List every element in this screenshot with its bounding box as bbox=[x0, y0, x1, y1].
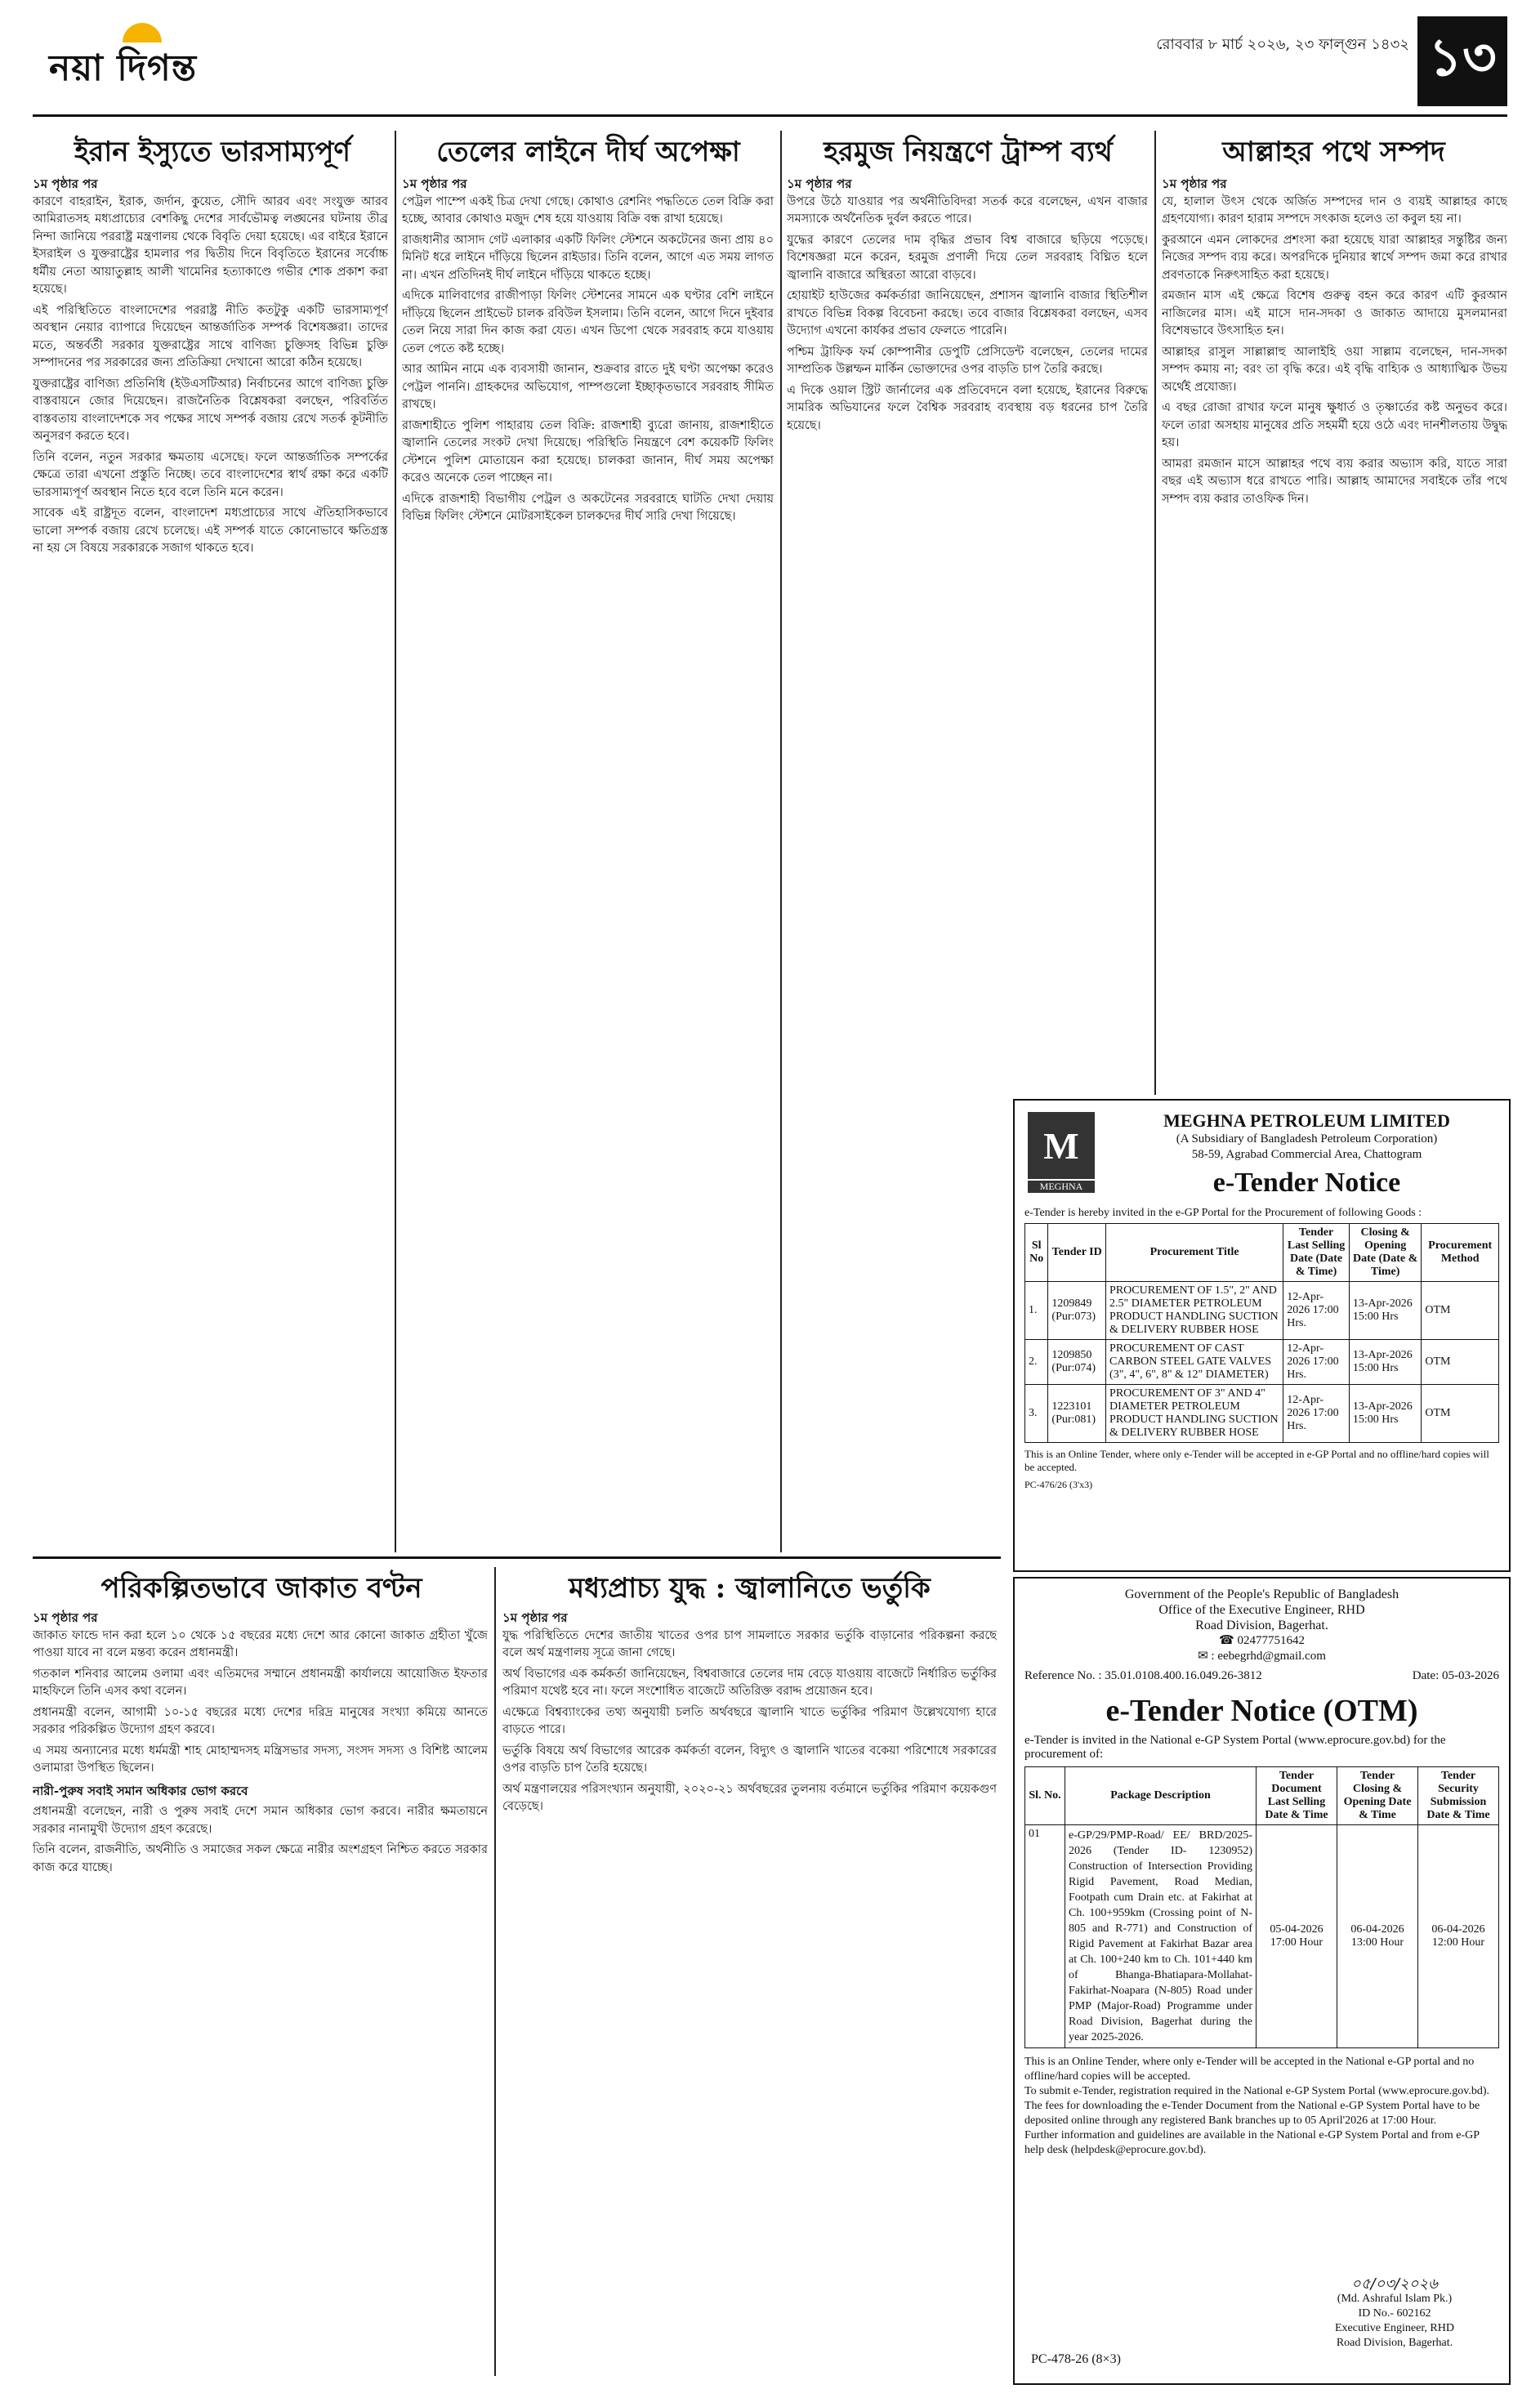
cell: 06-04-2026 13:00 Hour bbox=[1337, 1825, 1418, 2048]
org-name: MEGHNA PETROLEUM LIMITED bbox=[1163, 1110, 1450, 1131]
paragraph: এক্ষেত্রে বিশ্বব্যাংকের তথ্য অনুযায়ী চলতি অর্থবছরে জ্বালানি খাতে ভর্তুকির পরিমাণ উল্লেখযোগ্য হারে বাড়তে পারে। bbox=[502, 1705, 997, 1736]
article-zakat bbox=[33, 1610, 488, 2373]
table-header: Tender Security Submission Date & Time bbox=[1418, 1767, 1499, 1825]
paragraph: এদিকে রাজশাহী বিভাগীয় পেট্রল ও অকটেনের সরবরাহে ঘাটতি দেখা দেয়ায় বিভিন্ন ফিলিং স্টেশনে মোটরসাইকেল চালকদের দীর্ঘ সারি দেখা গিয়েছে। bbox=[402, 492, 774, 523]
paragraph: আর আমিন নামে এক ব্যবসায়ী জানান, শুক্রবার রাতে দুই ঘণ্টা অপেক্ষা করেও পেট্রল পাননি। গ্রাহকদের অভিযোগ, পাম্পগুলো ইচ্ছাকৃতভাবে সরবরাহ সীমিত রাখছে। bbox=[402, 363, 774, 411]
meghna-tender-ad bbox=[1013, 1099, 1511, 1572]
table-header: Package Description bbox=[1065, 1767, 1257, 1825]
cell: PROCUREMENT OF CAST CARBON STEEL GATE VALVES (3", 4", 6", 8" & 12" DIAMETER) bbox=[1106, 1340, 1283, 1385]
signature-block bbox=[1297, 2277, 1493, 2351]
paragraph: অর্থ বিভাগের এক কর্মকর্তা জানিয়েছেন, বিশ্ববাজারে তেলের দাম বেড়ে যাওয়ায় বাজেটে নির্ধারিত ভর্তুকির পরিমাণ যথেষ্ট হবে না। ফলে সংশোধিত বাজেটে অতিরিক্ত বরাদ্দ প্রয়োজন হবে। bbox=[502, 1667, 997, 1698]
column-divider bbox=[395, 131, 396, 1552]
logo-text: নয়া দিগন্ত bbox=[49, 47, 198, 89]
tender-note: This is an Online Tender, where only e-Tender will be accepted in e-GP Portal and no offline/hard copies will be accepted. bbox=[1024, 1448, 1489, 1473]
tender-intro: e-Tender is invited in the National e-GP System Portal (www.eprocure.gov.bd) for the procurement of: bbox=[1024, 1734, 1446, 1761]
signer-id: ID No.- 602162 bbox=[1358, 2307, 1431, 2320]
paragraph: এ সময় অন্যান্যের মধ্যে ধর্মমন্ত্রী শাহ মোহাম্মদসহ মন্ত্রিসভার সদস্য, সংসদ সদস্য ও বিশিষ্ট আলেম ওলামারা উপস্থিত ছিলেন। bbox=[33, 1744, 488, 1775]
ad-ref: PC-476/26 (3'x3) bbox=[1024, 1479, 1093, 1490]
rhd-tender-ad bbox=[1013, 1577, 1511, 2385]
office-name: Office of the Executive Engineer, RHD bbox=[1158, 1603, 1365, 1617]
note: To submit e-Tender, registration required in the National e-GP System Portal (www.eprocure.gov.bd). bbox=[1024, 2085, 1489, 2097]
tender-intro: e-Tender is hereby invited in the e-GP Portal for the Procurement of following Goods : bbox=[1024, 1207, 1422, 1219]
paragraph: যুদ্ধের কারণে তেলের দাম বৃদ্ধির প্রভাব বিশ্ব বাজারে ছড়িয়ে পড়েছে। বিশেষজ্ঞরা মনে করেন, হরমুজ প্রণালী দিয়ে তেল সরবরাহ বিঘ্নিত হলে জ্বালানি বাজারে অস্থিরতা আরো বাড়বে। bbox=[787, 233, 1148, 282]
headline-fuel-line: তেলের লাইনে দীর্ঘ অপেক্ষা bbox=[436, 136, 740, 168]
section-rule bbox=[33, 1556, 1001, 1559]
paragraph: এই পরিস্থিতিতে বাংলাদেশের পররাষ্ট্র নীতি কতটুকু একটি ভারসাম্যপূর্ণ অবস্থান নেয়ার ব্যাপারে দিয়েছেন আন্তর্জাতিক সম্পর্ক বিশেষজ্ঞরা। তাদের মতে, অন্তর্বর্তী সরকার যুক্তরাষ্ট্রের সাথে বাণিজ্য চুক্তিসহ বিভিন্ন চুক্তি সম্পাদনের পর সরকারের জন্য প্রতিক্রিয়া দেখানো আরো কঠিন হয়েছে। bbox=[33, 303, 388, 369]
cell: 01 bbox=[1025, 1825, 1065, 2048]
tender-table bbox=[1024, 1766, 1499, 2048]
signer-name: (Md. Ashraful Islam Pk.) bbox=[1337, 2293, 1453, 2305]
sun-icon bbox=[123, 23, 162, 42]
column-divider bbox=[1154, 131, 1156, 1095]
cell: OTM bbox=[1422, 1340, 1499, 1385]
phone: ☎ 02477751642 bbox=[1219, 1634, 1305, 1647]
tender-title: e-Tender Notice (OTM) bbox=[1105, 1694, 1418, 1728]
notice-date: Date: 05-03-2026 bbox=[1412, 1669, 1499, 1682]
reference-no: Reference No. : 35.01.0108.400.16.049.26-3812 bbox=[1024, 1669, 1262, 1682]
table-header: Procurement Title bbox=[1106, 1224, 1283, 1282]
tender-title: e-Tender Notice bbox=[1212, 1168, 1401, 1198]
cell: 06-04-2026 12:00 Hour bbox=[1418, 1825, 1499, 2048]
paragraph: উপরে উঠে যাওয়ার পর অর্থনীতিবিদরা সতর্ক করে বলেছেন, এখন বাজার সমস্যাকে অর্থনৈতিক দুর্বল করতে পারে। bbox=[787, 194, 1148, 226]
paragraph: পশ্চিম ট্রাফিক ফর্ম কোম্পানীর ডেপুটি প্রেসিডেন্ট বলেছেন, তেলের দামের সাম্প্রতিক উল্লম্ফন মার্কিন ভোক্তাদের ওপর বাড়তি চাপ তৈরি করছে। bbox=[787, 345, 1148, 376]
cell: 1223101 (Pur:081) bbox=[1048, 1385, 1106, 1443]
article-fuel-line bbox=[402, 176, 774, 1548]
continued-label: ১ম পৃষ্ঠার পর bbox=[402, 176, 467, 191]
email: ✉ : eebegrhd@gmail.com bbox=[1198, 1650, 1326, 1663]
continued-label: ১ম পৃষ্ঠার পর bbox=[502, 1610, 568, 1625]
division-name: Road Division, Bagerhat. bbox=[1195, 1619, 1328, 1632]
table-row bbox=[1025, 1825, 1499, 2048]
note: The fees for downloading the e-Tender Document from the National e-GP System Portal have to be deposited online through any registered Bank branches up to 05 April'2026 at 17:00 Hour. bbox=[1024, 2100, 1480, 2127]
signer-title: Executive Engineer, RHD bbox=[1334, 2322, 1454, 2334]
cell: e-GP/29/PMP-Road/ EE/ BRD/2025-2026 (Tender ID- 1230952) Construction of Intersection Providing Rigid Pavement, Road Median, Footpath cum Drain etc. at Fakirhat at Ch. 100+959km (Crossing point of N-805 and R-771) and Construction of Rigid Pavement at Fakirhat Bazar area at Ch. 100+240 km to Ch. 101+440 km of Bhanga-Bhatiapara-Mollahat-Fakirhat-Noapara (N-805) Road under PMP (Major-Road) Programme under Road Division, Bagerhat during the year 2025-2026. bbox=[1065, 1825, 1257, 2048]
cell: 12-Apr-2026 17:00 Hrs. bbox=[1283, 1340, 1350, 1385]
newspaper-logo bbox=[33, 16, 245, 90]
tender-notes bbox=[1015, 2048, 1509, 2164]
cell: 12-Apr-2026 17:00 Hrs. bbox=[1283, 1385, 1350, 1443]
paragraph: কারণে বাহরাইন, ইরাক, জর্দান, কুয়েত, সৌদি আরব এবং সংযুক্ত আরব আমিরাতসহ মধ্যপ্রাচ্যের বেশকিছু দেশের সার্বভৌমত্ব লঙ্ঘনের ঘটনায় তীব্র নিন্দা জানিয়ে পররাষ্ট্র মন্ত্রণালয় থেকে বিবৃতি দেয়া হয়েছে। এর বাইরে ইরানে ইসরাইল ও যুক্তরাষ্ট্রের হামলার পর দ্বিতীয় দিনে বিবৃতিতে ইরানের সর্বোচ্চ ধর্মীয় নেতা আয়াতুল্লাহ আলী খামেনির হত্যাকাণ্ডে গভীর শোক প্রকাশ করা হয়েছে। bbox=[33, 194, 388, 296]
paragraph: এ বছর রোজা রাখার ফলে মানুষ ক্ষুধার্ত ও তৃষ্ণার্তের কষ্ট অনুভব করে। ফলে তারা অসহায় মানুষের প্রতি সহমর্মী হয়ে ওঠে এবং দানশীলতায় উদ্বুদ্ধ হয়। bbox=[1162, 401, 1507, 449]
paragraph: কুরআনে এমন লোকদের প্রশংসা করা হয়েছে যারা আল্লাহর সন্তুষ্টির জন্য নিজের সম্পদ ব্যয় করে। অপরদিকে দুনিয়ার স্বার্থে সম্পদ জমা করে রাখার প্রবণতাকে নিরুৎসাহিত করা হয়েছে। bbox=[1162, 233, 1507, 282]
meghna-logo-icon: M bbox=[1028, 1112, 1095, 1179]
table-header: Tender Closing & Opening Date & Time bbox=[1337, 1767, 1418, 1825]
org-address: 58-59, Agrabad Commercial Area, Chattogram bbox=[1191, 1148, 1422, 1161]
paragraph: অর্থ মন্ত্রণালয়ের পরিসংখ্যান অনুযায়ী, ২০২০-২১ অর্থবছরের তুলনায় বর্তমানে ভর্তুকির পরিমাণ কয়েকগুণ বেড়েছে। bbox=[502, 1782, 997, 1813]
cell: 1209849 (Pur:073) bbox=[1048, 1282, 1106, 1340]
paragraph: রাজধানীর আসাদ গেট এলাকার একটি ফিলিং স্টেশনে অকটেনের জন্য প্রায় ৪০ মিনিট ধরে লাইনে দাঁড়িয়ে ছিলেন রাইডার। তিনি বলেন, আগে এত সময় লাগত না। এখন প্রতিদিনই দীর্ঘ লাইনে দাঁড়িয়ে থাকতে হচ্ছে। bbox=[402, 233, 774, 282]
note: Further information and guidelines are available in the National e-GP System Portal and from e-GP help desk (helpdesk@eprocure.gov.bd). bbox=[1024, 2129, 1480, 2156]
masthead-rule bbox=[33, 114, 1507, 117]
column-divider bbox=[780, 131, 782, 1552]
cell: 3. bbox=[1025, 1385, 1048, 1443]
headline-zakat: পরিকল্পিতভাবে জাকাত বণ্টন bbox=[100, 1572, 422, 1605]
cell: OTM bbox=[1422, 1385, 1499, 1443]
page-number: ১৩ bbox=[1417, 16, 1507, 106]
subhead: নারী-পুরুষ সবাই সমান অধিকার ভোগ করবে bbox=[33, 1783, 248, 1798]
paragraph: প্রধানমন্ত্রী বলেছেন, নারী ও পুরুষ সবাই দেশে সমান অধিকার ভোগ করবে। নারীর ক্ষমতায়নে সরকার নানামুখী উদ্যোগ গ্রহণ করেছে। bbox=[33, 1805, 488, 1836]
note: This is an Online Tender, where only e-Tender will be accepted in the National e-GP portal and no offline/hard copies will be accepted. bbox=[1024, 2056, 1475, 2083]
tender-table bbox=[1024, 1223, 1499, 1443]
paragraph: এ দিকে ওয়াল স্ট্রিট জার্নালের এক প্রতিবেদনে বলা হয়েছে, ইরানের বিরুদ্ধে সামরিক অভিযানের ফলে বৈশ্বিক সরবরাহ ব্যবস্থায় বড় ধরনের চাপ তৈরি হয়েছে। bbox=[787, 383, 1148, 432]
table-row bbox=[1025, 1282, 1499, 1340]
article-mideast bbox=[502, 1610, 997, 2373]
paragraph: আল্লাহর রাসুল সাল্লাল্লাহু আলাইহি ওয়া সাল্লাম বলেছেন, দান-সদকা সম্পদ কমায় না; বরং তা বৃদ্ধি করে। এই বৃদ্ধি বাহ্যিক ও আধ্যাত্মিক উভয় অর্থেই প্রযোজ্য। bbox=[1162, 345, 1507, 394]
table-row bbox=[1025, 1385, 1499, 1443]
table-header: Sl. No. bbox=[1025, 1767, 1065, 1825]
continued-label: ১ম পৃষ্ঠার পর bbox=[33, 1610, 98, 1625]
paragraph: পেট্রল পাম্পে একই চিত্র দেখা গেছে। কোথাও রেশনিং পদ্ধতিতে তেল বিক্রি করা হচ্ছে, আবার কোথাও মজুদ শেষ হয়ে যাওয়ায় বিক্রি বন্ধ রাখা হয়েছে। bbox=[402, 194, 774, 226]
cell: 13-Apr-2026 15:00 Hrs bbox=[1349, 1282, 1421, 1340]
headline-allah: আল্লাহর পথে সম্পদ bbox=[1222, 136, 1445, 168]
cell: 12-Apr-2026 17:00 Hrs. bbox=[1283, 1282, 1350, 1340]
paragraph: সাবেক এই রাষ্ট্রদূত বলেন, বাংলাদেশ মধ্যপ্রাচ্যের সাথে ঐতিহাসিকভাবে ভালো সম্পর্ক বজায় রেখে চলেছে। এই সম্পর্ক যাতে কোনোভাবে ক্ষতিগ্রস্ত না হয় সে বিষয়ে সরকারকে সজাগ থাকতে হবে। bbox=[33, 507, 388, 555]
cell: 1. bbox=[1025, 1282, 1048, 1340]
paragraph: ভর্তুকি বিষয়ে অর্থ বিভাগের আরেক কর্মকর্তা বলেন, বিদ্যুৎ ও জ্বালানি খাতের বকেয়া পরিশোধে সরকারের ওপর বাড়তি চাপ তৈরি হয়েছে। bbox=[502, 1744, 997, 1775]
headline-hormuz: হরমুজ নিয়ন্ত্রণে ট্রাম্প ব্যর্থ bbox=[824, 136, 1113, 168]
table-header: Tender Last Selling Date (Date & Time) bbox=[1283, 1224, 1350, 1282]
cell: 13-Apr-2026 15:00 Hrs bbox=[1349, 1340, 1421, 1385]
paragraph: গতকাল শনিবার আলেম ওলামা এবং এতিমদের সম্মানে প্রধানমন্ত্রী কার্যালয়ে আয়োজিত ইফতার মাহফিলে তিনি এসব কথা বলেন। bbox=[33, 1667, 488, 1698]
cell: OTM bbox=[1422, 1282, 1499, 1340]
cell: 1209850 (Pur:074) bbox=[1048, 1340, 1106, 1385]
headline-iran: ইরান ইস্যুতে ভারসাম্যপূর্ণ bbox=[74, 136, 350, 168]
paragraph: যে, হালাল উৎস থেকে অর্জিত সম্পদের দান ও ব্যয়ই আল্লাহর কাছে গ্রহণযোগ্য। কারণ হারাম সম্পদে সৎকাজ হলেও তা কবুল হয় না। bbox=[1162, 194, 1507, 226]
paragraph: তিনি বলেন, নতুন সরকার ক্ষমতায় এসেছে। ফলে আন্তর্জাতিক সম্পর্কের ক্ষেত্রে তারা এখনো প্রস্তুতি নিচ্ছে। তবে বাংলাদেশের স্বার্থ রক্ষা করে একটি ভারসাম্যপূর্ণ অবস্থান নিতে হবে বলে তিনি মনে করেন। bbox=[33, 450, 388, 499]
table-header: Closing & Opening Date (Date & Time) bbox=[1349, 1224, 1421, 1282]
paragraph: তিনি বলেন, রাজনীতি, অর্থনীতি ও সমাজের সকল ক্ষেত্রে নারীর অংশগ্রহণ নিশ্চিত করতে সরকার কাজ করে যাচ্ছে। bbox=[33, 1843, 488, 1874]
paragraph: যুক্তরাষ্ট্রের বাণিজ্য প্রতিনিধি (ইউএসটিআর) নির্বাচনের আগে বাণিজ্য চুক্তি বাস্তবায়নে জোর দিয়েছেন। রাজনৈতিক বিশ্লেষকরা বলছেন, পরিবর্তিত বাস্তবতায় বাংলাদেশকে সব পক্ষের সাথে সম্পর্ক বজায় রেখে সতর্ক কূটনীতি অনুসরণ করতে হবে। bbox=[33, 377, 388, 443]
headline-mideast: মধ্যপ্রাচ্য যুদ্ধ : জ্বালানিতে ভর্তুকি bbox=[569, 1572, 931, 1605]
cell: 13-Apr-2026 15:00 Hrs bbox=[1349, 1385, 1421, 1443]
continued-label: ১ম পৃষ্ঠার পর bbox=[787, 176, 852, 191]
continued-label: ১ম পৃষ্ঠার পর bbox=[1162, 176, 1227, 191]
org-subsidiary: (A Subsidiary of Bangladesh Petroleum Corporation) bbox=[1176, 1132, 1438, 1145]
paragraph: যুদ্ধ পরিস্থিতিতে দেশের জাতীয় খাতের ওপর চাপ সামলাতে সরকার ভর্তুকি বাড়ানোর পরিকল্পনা করছে বলে অর্থ মন্ত্রণালয় সূত্রে জানা গেছে। bbox=[502, 1628, 997, 1659]
article-allah bbox=[1162, 176, 1507, 1091]
table-header: Tender Document Last Selling Date & Time bbox=[1257, 1767, 1337, 1825]
table-header: Sl No bbox=[1025, 1224, 1048, 1282]
gov-name: Government of the People's Republic of Bangladesh bbox=[1124, 1588, 1399, 1601]
signature-date: ০৫/০৩/২০২৬ bbox=[1351, 2275, 1438, 2293]
cell: 2. bbox=[1025, 1340, 1048, 1385]
paragraph: জাকাত ফান্ডে দান করা হলে ১০ থেকে ১৫ বছরের মধ্যে দেশে আর কোনো জাকাত গ্রহীতা খুঁজে পাওয়া যাবে না বলে মন্তব্য করেন প্রধানমন্ত্রী। bbox=[33, 1628, 488, 1659]
column-divider bbox=[494, 1567, 496, 2376]
cell: PROCUREMENT OF 1.5", 2" AND 2.5" DIAMETER PETROLEUM PRODUCT HANDLING SUCTION & DELIVERY RUBBER HOSE bbox=[1106, 1282, 1283, 1340]
article-iran bbox=[33, 176, 388, 1548]
cell: PROCUREMENT OF 3" AND 4" DIAMETER PETROLEUM PRODUCT HANDLING SUCTION & DELIVERY RUBBER HOSE bbox=[1106, 1385, 1283, 1443]
paragraph: রমজান মাস এই ক্ষেত্রে বিশেষ গুরুত্ব বহন করে কারণ এটি কুরআন নাজিলের মাস। এই মাসে দান-সদকা ও জাকাত আদায়ে মুসলমানরা বিশেষভাবে উৎসাহিত হন। bbox=[1162, 289, 1507, 337]
continued-label: ১ম পৃষ্ঠার পর bbox=[33, 176, 98, 191]
paragraph: এদিকে মালিবাগের রাজীপাড়া ফিলিং স্টেশনের সামনে এক ঘণ্টার বেশি লাইনে দাঁড়িয়ে ছিলেন প্রাইভেট চালক রবিউল ইসলাম। তিনি বলেন, আগে দিনে দুইবার তেল নিয়ে সারা দিন কাজ করা যেত। এখন ডিপো থেকে সরবরাহ কমে যাওয়ায় তেল পেতে কষ্ট হচ্ছে। bbox=[402, 289, 774, 355]
cell: 05-04-2026 17:00 Hour bbox=[1257, 1825, 1337, 2048]
ad-ref: PC-478-26 (8×3) bbox=[1031, 2352, 1121, 2366]
masthead bbox=[33, 16, 1507, 106]
paragraph: আমরা রমজান মাসে আল্লাহর পথে ব্যয় করার অভ্যাস করি, যাতে সারা বছর এই অভ্যাস ধরে রাখতে পারি। আল্লাহ আমাদের সবাইকে তাঁর পথে সম্পদ ব্যয় করার তাওফিক দিন। bbox=[1162, 457, 1507, 506]
dateline: রোববার ৮ মার্চ ২০২৬, ২৩ ফাল্গুন ১৪৩২ bbox=[1156, 36, 1409, 53]
table-row bbox=[1025, 1340, 1499, 1385]
signer-division: Road Division, Bagerhat. bbox=[1336, 2337, 1453, 2349]
table-header: Procurement Method bbox=[1422, 1224, 1499, 1282]
paragraph: হোয়াইট হাউজের কর্মকর্তারা জানিয়েছেন, প্রশাসন জ্বালানি বাজার স্থিতিশীল রাখতে বিভিন্ন বিকল্প বিবেচনা করছে। তবে বাজার বিশ্লেষকরা বলছেন, এসব উদ্যোগ এখনো কার্যকর প্রভাব ফেলতে পারেনি। bbox=[787, 289, 1148, 337]
paragraph: রাজশাহীতে পুলিশ পাহারায় তেল বিক্রি: রাজশাহী ব্যুরো জানায়, রাজশাহীতে জ্বালানি তেলের সংকট দেখা দিয়েছে। পরিস্থিতি নিয়ন্ত্রণে বেশ কয়েকটি ফিলিং স্টেশনে পুলিশ মোতায়েন করা হয়েছে। চালকরা জানান, দীর্ঘ সময় অপেক্ষা করেও অনেকে তেল পাচ্ছেন না। bbox=[402, 418, 774, 485]
meghna-logo-caption: MEGHNA bbox=[1028, 1181, 1095, 1193]
table-header: Tender ID bbox=[1048, 1224, 1106, 1282]
paragraph: প্রধানমন্ত্রী বলেন, আগামী ১০-১৫ বছরের মধ্যে দেশের দরিদ্র মানুষের সংখ্যা কমিয়ে আনতে সরকার পরিকল্পিত উদ্যোগ গ্রহণ করবে। bbox=[33, 1705, 488, 1736]
